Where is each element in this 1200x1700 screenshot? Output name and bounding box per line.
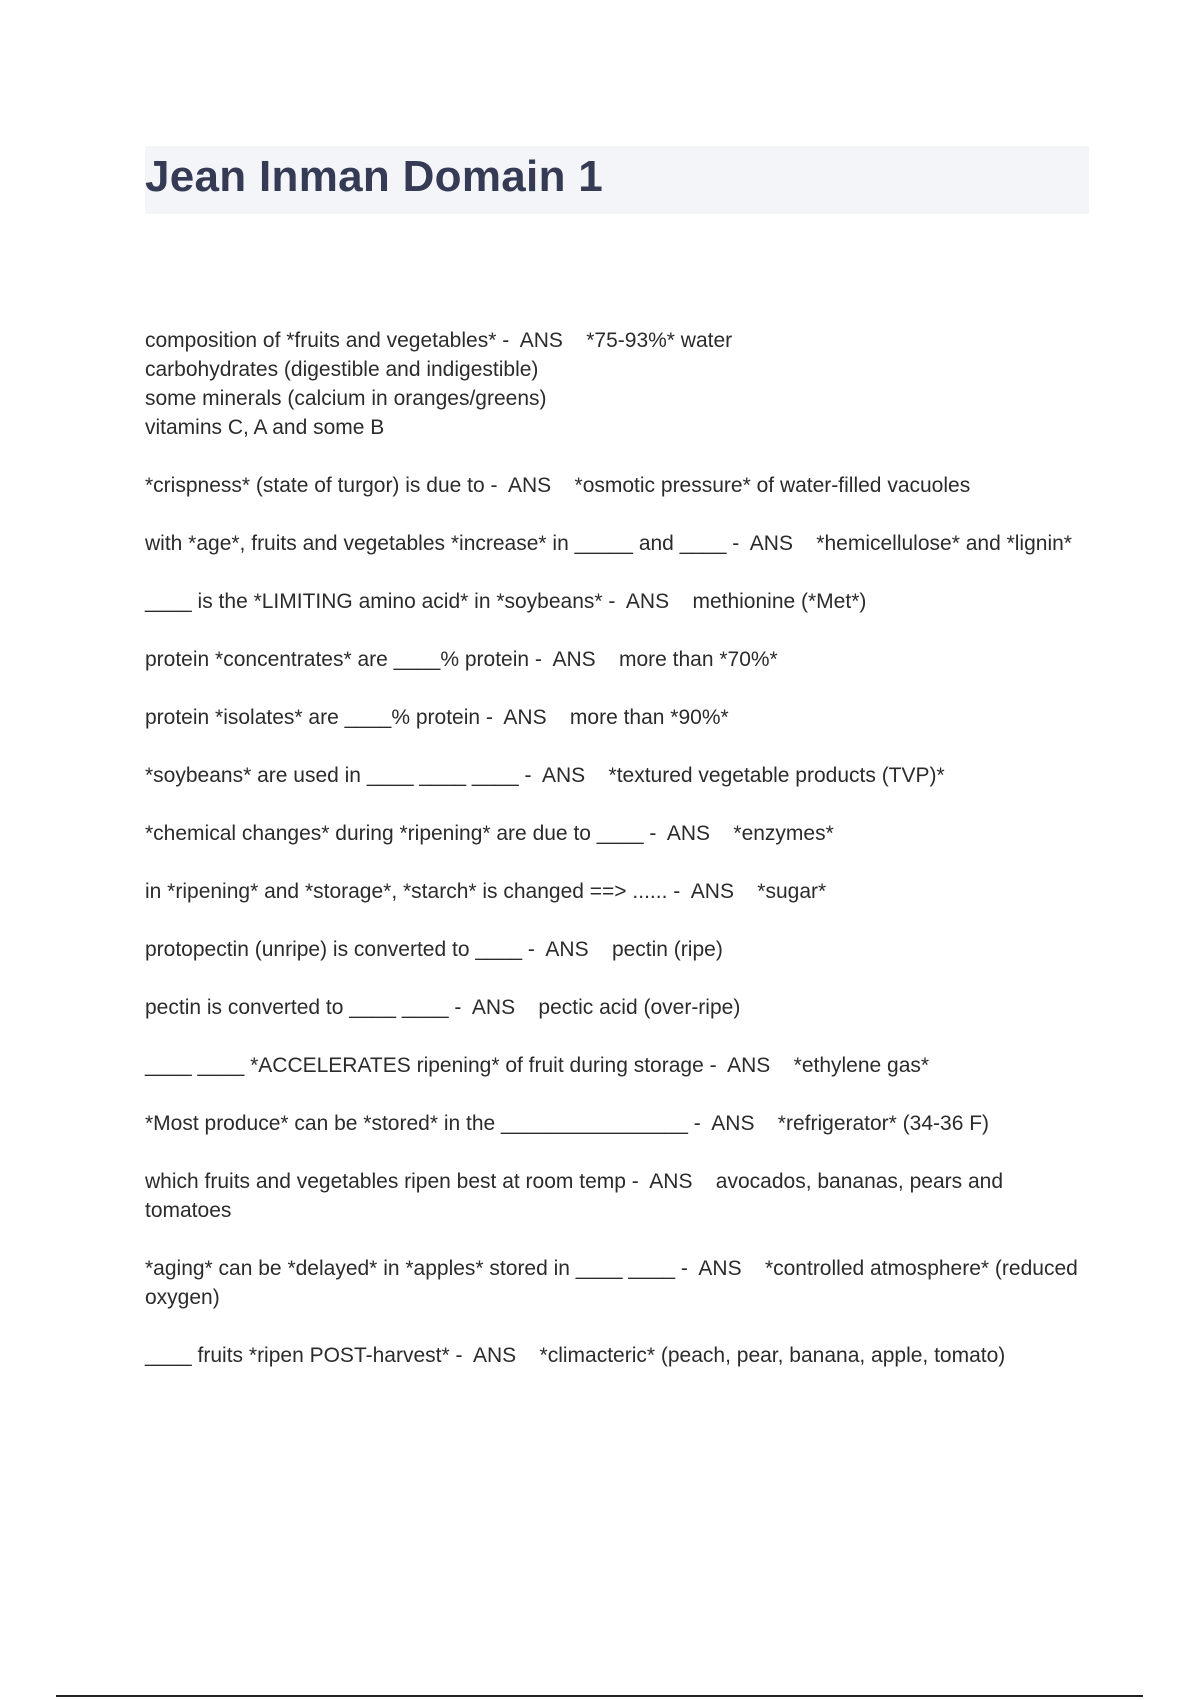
qa-item: *aging* can be *delayed* in *apples* stored in ____ ____ - ANS *controlled atmosphere* (reduced oxygen)	[145, 1257, 1078, 1309]
question: *crispness* (state of turgor) is due to	[145, 474, 485, 497]
ans-label: ANS	[508, 474, 552, 497]
title-bar	[145, 146, 1089, 214]
ans-label: ANS	[749, 532, 793, 555]
qa-item: composition of *fruits and vegetables* - ANS *75-93%* water carbohydrates (digestible and indigestible) some minerals (calcium in oranges/greens) vitamins C, A and some B	[145, 329, 733, 439]
question: *chemical changes* during *ripening* are due to ____	[145, 822, 644, 845]
footer-divider	[56, 1695, 1143, 1697]
answer: *enzymes*	[733, 822, 834, 845]
question: pectin is converted to ____ ____	[145, 996, 449, 1019]
page-title: Jean Inman Domain 1	[145, 152, 604, 201]
ans-label: ANS	[690, 880, 734, 903]
answer: *75-93%* water carbohydrates (digestible and indigestible) some minerals (calcium in oranges/greens) vitamins C, A and some B	[145, 329, 733, 439]
answer: avocados, bananas, pears and tomatoes	[145, 1170, 1004, 1222]
answer: more than *70%*	[618, 648, 778, 671]
question: ____ is the *LIMITING amino acid* in *soybeans*	[145, 590, 603, 613]
question: ____ ____ *ACCELERATES ripening* of fruit during storage	[145, 1054, 704, 1077]
ans-label: ANS	[727, 1054, 771, 1077]
ans-label: ANS	[471, 996, 516, 1019]
qa-item: with *age*, fruits and vegetables *increase* in _____ and ____ - ANS *hemicellulose* and *lignin*	[145, 532, 1072, 555]
qa-item: protein *isolates* are ____% protein - ANS more than *90%*	[145, 706, 729, 729]
ans-label: ANS	[666, 822, 711, 845]
answer: *ethylene gas*	[793, 1054, 930, 1077]
answer: *sugar*	[757, 880, 827, 903]
ans-label: ANS	[649, 1170, 693, 1193]
question: composition of *fruits and vegetables*	[145, 329, 497, 352]
question: protopectin (unripe) is converted to ____	[145, 938, 523, 961]
question: *Most produce* can be *stored* in the ________________	[145, 1112, 688, 1135]
ans-label: ANS	[545, 938, 589, 961]
question: ____ fruits *ripen POST-harvest*	[145, 1344, 450, 1367]
question: which fruits and vegetables ripen best at room temp	[145, 1170, 626, 1193]
question: protein *concentrates* are ____% protein	[145, 648, 530, 671]
ans-label: ANS	[541, 764, 586, 787]
ans-label: ANS	[698, 1257, 742, 1280]
qa-item: protopectin (unripe) is converted to ____ - ANS pectin (ripe)	[145, 938, 723, 961]
qa-item: ____ is the *LIMITING amino acid* in *soybeans* - ANS methionine (*Met*)	[145, 590, 867, 613]
qa-item: which fruits and vegetables ripen best at room temp - ANS avocados, bananas, pears and tomatoes	[145, 1170, 1004, 1222]
question: *soybeans* are used in ____ ____ ____	[145, 764, 519, 787]
qa-item: *crispness* (state of turgor) is due to - ANS *osmotic pressure* of water-filled vacuoles	[145, 474, 971, 497]
question: *aging* can be *delayed* in *apples* stored in ____ ____	[145, 1257, 676, 1280]
answer: *refrigerator* (34-36 F)	[777, 1112, 990, 1135]
qa-item: ____ ____ *ACCELERATES ripening* of fruit during storage - ANS *ethylene gas*	[145, 1054, 930, 1077]
ans-label: ANS	[519, 329, 563, 352]
ans-label: ANS	[473, 1344, 517, 1367]
qa-item: *chemical changes* during *ripening* are due to ____ - ANS *enzymes*	[145, 822, 834, 845]
qa-item: in *ripening* and *storage*, *starch* is changed ==> ...... - ANS *sugar*	[145, 880, 827, 903]
answer: pectic acid (over-ripe)	[538, 996, 741, 1019]
question: in *ripening* and *storage*, *starch* is changed ==> ......	[145, 880, 668, 903]
answer: more than *90%*	[569, 706, 729, 729]
answer: *textured vegetable products (TVP)*	[608, 764, 945, 787]
ans-label: ANS	[711, 1112, 755, 1135]
answer: *osmotic pressure* of water-filled vacuoles	[574, 474, 971, 497]
answer: *climacteric* (peach, pear, banana, apple, tomato)	[539, 1344, 1006, 1367]
qa-item: protein *concentrates* are ____% protein - ANS more than *70%*	[145, 648, 778, 671]
question: with *age*, fruits and vegetables *increase* in _____ and ____	[145, 532, 727, 555]
answer: methionine (*Met*)	[692, 590, 867, 613]
answer: *hemicellulose* and *lignin*	[816, 532, 1072, 555]
ans-label: ANS	[552, 648, 596, 671]
qa-list	[145, 326, 1080, 1399]
qa-item: *soybeans* are used in ____ ____ ____ - ANS *textured vegetable products (TVP)*	[145, 764, 945, 787]
ans-label: ANS	[625, 590, 670, 613]
answer: *controlled atmosphere* (reduced oxygen)	[145, 1257, 1078, 1309]
qa-item: *Most produce* can be *stored* in the ________________ - ANS *refrigerator* (34-36 F)	[145, 1112, 990, 1135]
question: protein *isolates* are ____% protein	[145, 706, 481, 729]
answer: pectin (ripe)	[611, 938, 723, 961]
ans-label: ANS	[503, 706, 547, 729]
qa-item: pectin is converted to ____ ____ - ANS pectic acid (over-ripe)	[145, 996, 741, 1019]
qa-item: ____ fruits *ripen POST-harvest* - ANS *climacteric* (peach, pear, banana, apple, tomato)	[145, 1344, 1006, 1367]
